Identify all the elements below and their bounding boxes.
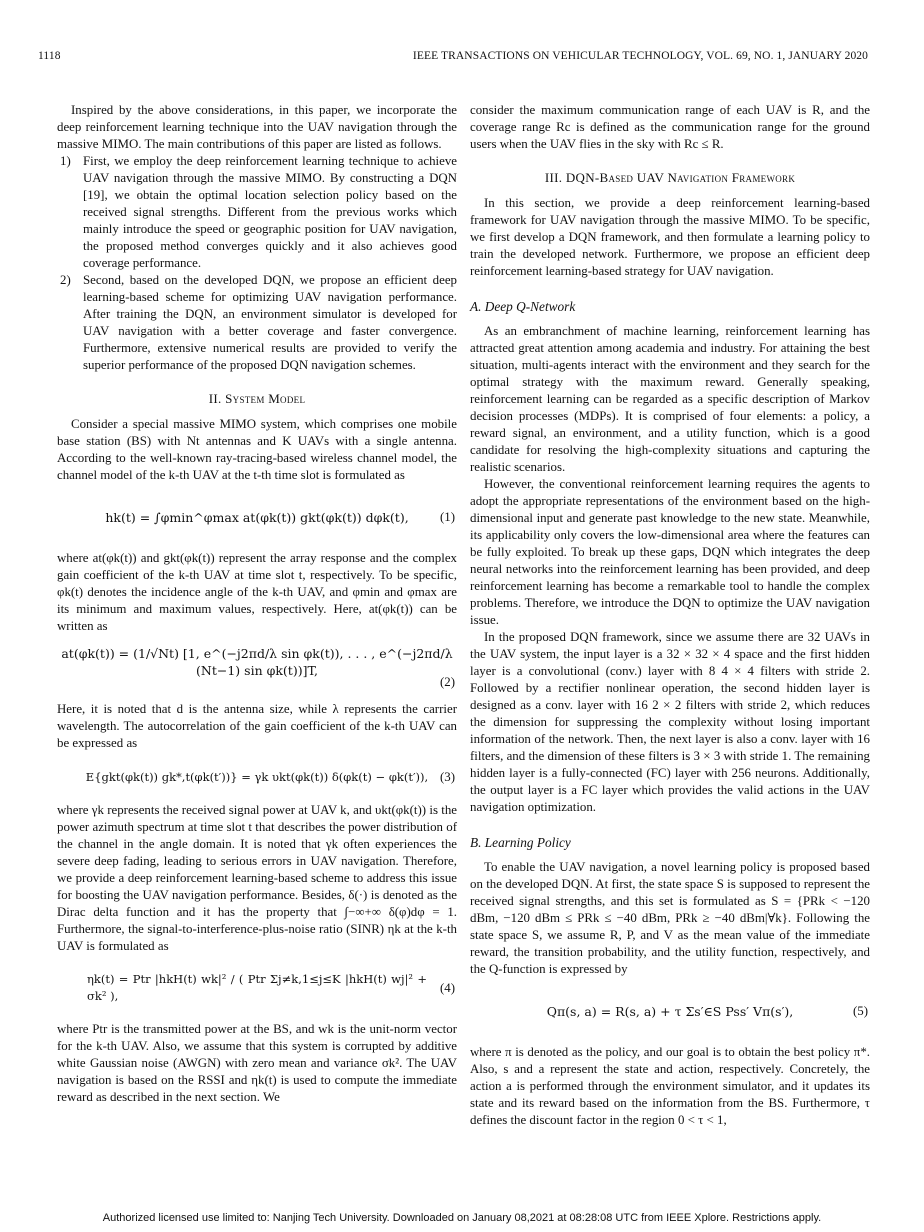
intro-paragraph: Inspired by the above considerations, in this paper, we incorporate the deep reinforcement learning technique into the UAV navigation through the massive MIMO. The main contributions of this paper are listed as follows.	[57, 103, 457, 151]
paragraph: However, the conventional reinforcement learning requires the agents to adopt the appropriate representations of the environment based on the high-dimensional input and generate past knowledge to the new state. Meanwhile, its applicability only covers the low-dimensional area where the features can be fully exploited. To break up these gaps, DQN which integrates the deep neural networks into the reinforcement learning has been provided, and deep reinforcement learning has become a remarkable tool to handle the complex problems. Therefore, we introduce the DQN to optimize the UAV navigation issue.	[470, 477, 870, 627]
paragraph: In this section, we provide a deep reinforcement learning-based framework for UAV navigation through the massive MIMO. To be specific, we first develop a DQN framework, and then formulate a learning policy to train the developed network. Furthermore, we propose an efficient deep reinforcement learning-based strategy for UAV navigation.	[470, 196, 870, 278]
list-item	[57, 153, 457, 272]
subsection-heading-learning-policy: B. Learning Policy	[470, 835, 571, 850]
list-item-text: Second, based on the developed DQN, we propose an efficient deep learning-based scheme for optimizing UAV navigation performance. After training the DQN, an environment simulator is developed for UAV navigation with a better coverage and faster convergence. Furthermore, extensive numerical results are provided to verify the superior performance of the proposed DQN navigation schemes.	[83, 273, 457, 372]
equation-body: ηk(t) = Ptr |hkH(t) wk|² / ( Ptr Σj≠k,1≤j≤K |hkH(t) wj|² + σk² ),	[87, 972, 427, 1003]
section-number: II.	[208, 391, 222, 406]
list-item	[57, 272, 457, 374]
paragraph: As an embranchment of machine learning, reinforcement learning has attracted great attention among academia and industry. For attaining the best situation, multi-agents interact with the environment and they search for the optimal strategy with the maximum reward. Generally speaking, reinforcement learning can be regarded as a specific description of Markov decision processes (MDPs). It is comprised of four elements: a policy, a reward signal, an environment, and a utility function, which is a good candidate for resolving the high-complexity situations and capturing the realistic scenarios.	[470, 324, 870, 474]
journal-title: IEEE TRANSACTIONS ON VEHICULAR TECHNOLOGY, VOL. 69, NO. 1, JANUARY 2020	[412, 50, 868, 62]
equation-body: Qπ(s, a) = R(s, a) + τ Σs′∈S Pss′ Vπ(s′),	[546, 1003, 794, 1019]
equation-number: (5)	[852, 1003, 868, 1018]
section-heading-dqn-framework	[470, 169, 870, 186]
equation-4	[57, 965, 457, 1011]
paragraph: where π is denoted as the policy, and our goal is to obtain the best policy π*. Also, s and a represent the state and action, respectively. Concretely, the action a is performed through the environment simulator, and it updates its state and its reward based on the information from the BS. Furthermore, τ defines the discount factor in the region 0 < τ < 1,	[470, 1045, 870, 1127]
section-heading-system-model	[57, 390, 457, 407]
paragraph: where γk represents the received signal power at UAV k, and υkt(φk(t)) is the power azimuth spectrum at time slot t that describes the power distribution of the channel in the angle domain. It is noted that γk often experiences the severe deep fading, leading to serious errors in UAV navigation. Therefore, we provide a deep reinforcement learning-based scheme to address this issue for boosting the UAV navigation performance. Besides, δ(·) is denoted as the Dirac delta function and it has the property that ∫−∞+∞ δ(φ)dφ = 1. Furthermore, the signal-to-interference-plus-noise ratio (SINR) ηk at the k-th UAV is formulated as	[57, 803, 457, 953]
right-column	[470, 102, 870, 1129]
list-item-number: 1)	[60, 154, 71, 168]
license-footer: Authorized licensed use limited to: Nanjing Tech University. Downloaded on January 08,2021 at 08:28:08 UTC from IEEE Xplore. Restrictions apply.	[102, 1212, 822, 1224]
paragraph: Consider a special massive MIMO system, which comprises one mobile base station (BS) with Nt antennas and K UAVs with a single antenna. According to the well-known ray-tracing-based wireless channel model, the channel model of the k-th UAV at the t-th time slot is formulated as	[57, 417, 457, 482]
equation-3	[57, 762, 457, 792]
equation-number: (2)	[439, 675, 455, 689]
equation-number: (3)	[439, 769, 455, 784]
section-title: System Model	[225, 391, 306, 406]
section-number: III.	[544, 170, 563, 185]
left-column	[57, 102, 457, 1106]
equation-5	[470, 988, 870, 1034]
paragraph: consider the maximum communication range of each UAV is R, and the coverage range Rc is defined as the communication range for the ground users when the UAV flies in the sky with Rc ≤ R.	[470, 103, 870, 151]
section-title: DQN-Based UAV Navigation Framework	[565, 170, 796, 185]
equation-body: E{gkt(φk(t)) gk*,t(φk(t′))} = γk υkt(φk(t)) δ(φk(t) − φk(t′)),	[85, 769, 429, 784]
paragraph: In the proposed DQN framework, since we assume there are 32 UAVs in the UAV system, the input layer is a 32 × 32 × 4 space and the first hidden layer is a convolutional (conv.) layer with 8 4 × 4 filters with stride 2. Followed by a rectifier nonlinear operation, the second hidden layer is designed as a conv. layer with 16 2 × 2 filters with stride 2, which reduces the dimension for suppressing the complexity without losing important information of the network. Then, the next layer is also a conv. layer with 16 filters, and the dimension of these filters is 3 × 3 with stride 1. The remaining hidden layer is a fully-connected (FC) layer with 256 neurons. Additionally, the output layer is a FC layer which provides the valid actions in the UAV navigation optimization.	[470, 630, 870, 814]
equation-body: at(φk(t)) = (1/√Nt) [1, e^(−j2πd/λ sin φk(t)), . . . , e^(−j2πd/λ (Nt−1) sin φk(t))]T,	[61, 646, 453, 678]
equation-number: (4)	[439, 980, 455, 995]
paragraph: Here, it is noted that d is the antenna size, while λ represents the carrier wavelength. The autocorrelation of the gain coefficient of the k-th UAV can be expressed as	[57, 702, 457, 750]
paragraph: where at(φk(t)) and gkt(φk(t)) represent the array response and the complex gain coefficient of the k-th UAV at time slot t, respectively. To be specific, φk(t) denotes the incidence angle of the k-th UAV, and φmin and φmax are its minimum and maximum values, respectively. Here, at(φk(t)) can be written as	[57, 551, 457, 633]
equation-number: (1)	[439, 509, 455, 524]
equation-body: hk(t) = ∫φmin^φmax at(φk(t)) gkt(φk(t)) dφk(t),	[105, 509, 409, 525]
list-item-text: First, we employ the deep reinforcement learning technique to achieve UAV navigation through the massive MIMO. By constructing a DQN [19], we obtain the optimal location selection policy based on the received signal strengths. Different from the previous works which mainly introduce the speed or geographic position for UAV navigation, the proposed method converges quickly and it also achieves good coverage performance.	[83, 154, 457, 270]
paragraph: To enable the UAV navigation, a novel learning policy is proposed based on the developed DQN. At first, the state space S is supposed to represent the received signal strengths, and this set is formulated as S = {PRk < −120 dBm, −120 dBm ≤ PRk ≤ −40 dBm, PRk ≥ −40 dBm|∀k}. Following the state space S, we assume R, P, and V as the mean value of the immediate reward, the transition probability, and the utility function, respectively, and the Q-function is expressed by	[470, 860, 870, 976]
page-number: 1118	[38, 50, 61, 62]
paragraph: where Ptr is the transmitted power at the BS, and wk is the unit-norm vector for the k-th UAV. Also, we assume that this system is corrupted by additive white Gaussian noise (AWGN) with zero mean and variance σk². The UAV navigation is based on the RSSI and ηk(t) is used to compute the immediate reward as described in the next section. We	[57, 1022, 457, 1104]
contributions-list	[57, 153, 457, 374]
running-header	[38, 50, 868, 66]
equation-2	[57, 645, 457, 691]
list-item-number: 2)	[60, 273, 71, 287]
equation-1	[57, 494, 457, 540]
subsection-heading-deep-q-network: A. Deep Q-Network	[470, 299, 576, 314]
